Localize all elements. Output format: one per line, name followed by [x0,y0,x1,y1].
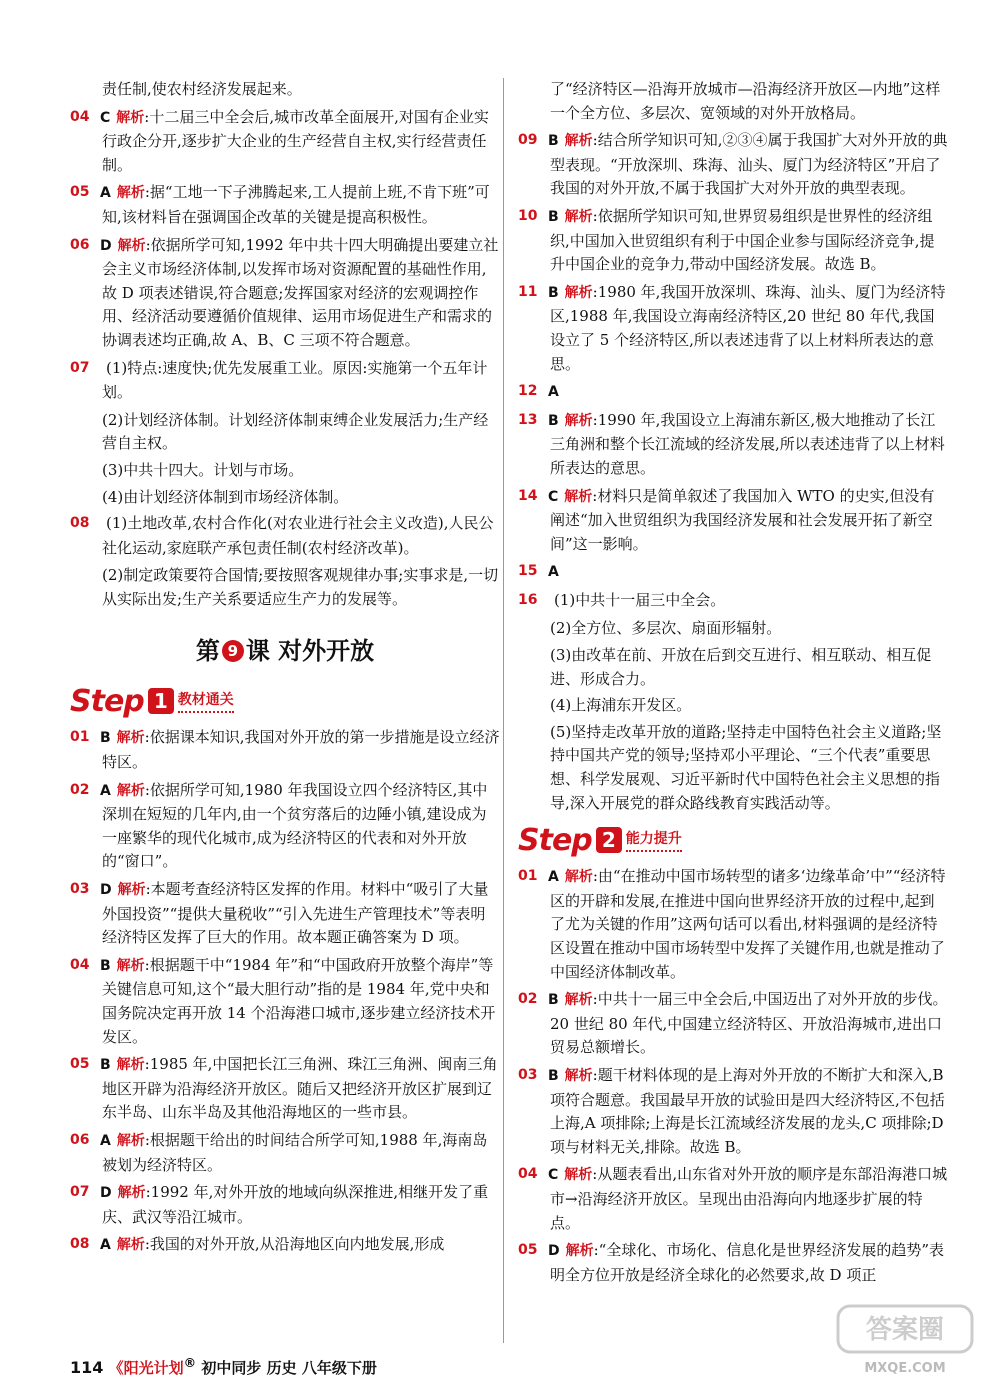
answer-letter: B [548,133,559,150]
answer-letter: A [100,782,111,799]
answer-letter: B [100,730,111,747]
question-number: 09 [518,132,538,149]
answer-item [70,512,500,560]
answer-letter: B [100,957,111,974]
analysis-label: 解析 [564,869,593,886]
question-number: 01 [518,868,538,885]
answer-letter: B [548,412,559,429]
question-number: 02 [70,781,90,798]
answer-text: :根据题干给出的时间结合所学可知,1988 年,海南岛被划为经济特区。 [102,1130,488,1174]
answer-item [518,1163,948,1235]
question-number: 03 [518,1066,538,1083]
footer-book-title: 初中同步 历史 八年级下册 [201,1359,377,1377]
answer-letter: B [548,284,559,301]
analysis-label: 解析 [116,1237,145,1254]
answer-item [518,380,948,405]
question-number: 12 [518,383,538,400]
analysis-label: 解析 [116,957,145,974]
answer-letter: C [548,488,559,505]
answer-letter: C [548,1167,559,1184]
question-number: 05 [70,1056,90,1073]
analysis-label: 解析 [116,782,145,799]
answer-text: :据“工地一下子沸腾起来,工人提前上班,不肯下班”可知,该材料旨在强调国企改革的关键是提高积极性。 [102,183,490,226]
answer-item [518,865,948,984]
column-divider [503,78,504,1343]
answer-letter: B [548,1067,559,1084]
answer-text: :由“在推动中国市场转型的诸多‘边缘革命’中”“经济特区的开辟和发展,在推进中国向世界经济开放的过程中,起到了尤为关键的作用”这两句话可以看出,材料强调的是经济特区设置在推动中国市场转型中发挥了关键作用,也就是推动了中国经济体制改革。 [550,867,946,981]
answer-text: :中共十一届三中全会后,中国迈出了对外开放的步伐。20 世纪 80 年代,中国建立经济特区、开放沿海城市,进出口贸易总额增长。 [550,990,948,1057]
answer-text: :依据课本知识,我国对外开放的第一步措施是设立经济特区。 [102,728,500,772]
answer-letter: A [100,185,111,202]
answer-item [518,129,948,201]
answer-letter: D [100,1185,112,1202]
continued-text: 责任制,使农村经济发展起来。 [102,80,302,98]
answer-item [70,779,500,874]
question-number: 03 [70,881,90,898]
answer-text: :依据所学可知,1992 年中共十四大明确提出要建立社会主义市场经济体制,以发挥市场对资源配置的基础性作用,故 D 项表述错误,符合题意;发挥国家对经济的宏观调控作用、经济活动要遵循价值规律、运用市场促进生产和需求的协调表述均正确,故 A、B、C 三项不符合题意。 [102,235,499,349]
analysis-label: 解析 [564,284,593,301]
step-header [70,684,500,718]
answer-letter: A [548,869,559,886]
right-column [518,78,948,1291]
answer-item [70,357,500,405]
analysis-label: 解析 [565,1243,594,1260]
answer-text: :题干材料体现的是上海对外开放的不断扩大和深入,B 项符合题意。我国最早开放的试验田是四大经济特区,不包括上海,A 项排除;上海是长江流域经济发展的龙头,C 项排除;D 项与材料无关,排除。故选 B。 [550,1065,945,1156]
sub-answer: (2)全方位、多层次、扇面形辐射。 [550,619,782,638]
watermark-logo [830,1300,980,1380]
answer-text: (1)中共十一届三中全会。 [554,590,726,609]
left-column [70,78,500,1262]
answer-text: :1985 年,中国把长江三角洲、珠江三角洲、闽南三角地区开辟为沿海经济开放区。随后又把经济开放区扩展到辽东半岛、山东半岛及其他沿海地区的一些市县。 [102,1055,498,1122]
answer-item [70,878,500,950]
watermark-title: 答案圈 [865,1315,945,1345]
analysis-label: 解析 [117,1185,146,1202]
question-number: 16 [518,591,538,608]
answer-item [518,1239,948,1287]
footer-brand: 阳光计划 [123,1359,184,1377]
question-number: 08 [70,1236,90,1253]
sub-answer: (4)上海浦东开发区。 [550,696,692,715]
sub-answer: (3)由改革在前、开放在后到交互进行、相互联动、相互促进、形成合力。 [550,646,932,688]
step-header [518,823,948,857]
question-number: 04 [70,108,90,125]
question-number: 05 [70,184,90,201]
question-number: 02 [518,991,538,1008]
question-number: 11 [518,283,538,300]
answer-item [70,726,500,774]
answer-text: :结合所学知识可知,②③④属于我国扩大对外开放的典型表现。“开放深圳、珠海、汕头、厦门为经济特区”开启了我国的对外开放,不属于我国扩大对外开放的典型表现。 [550,131,948,198]
answer-letter: B [548,208,559,225]
answer-text: :1992 年,对外开放的地域向纵深推进,相继开发了重庆、武汉等沿江城市。 [102,1183,489,1226]
answer-text: :依据所学知识可知,世界贸易组织是世界性的经济组织,中国加入世贸组织有利于中国企业参与国际经济竞争,提升中国企业的竞争力,带动中国经济发展。故选 B。 [550,206,935,274]
answer-text: :1990 年,我国设立上海浦东新区,极大地推动了长江三角洲和整个长江流域的经济发展,所以表述违背了以上材料所表达的意思。 [550,410,945,477]
question-number: 07 [70,1184,90,1201]
footer-registered-mark: ® [183,1355,197,1370]
question-number: 10 [518,207,538,224]
answer-item [518,409,948,481]
answer-letter: D [548,1243,560,1260]
answer-text: :本题考查经济特区发挥的作用。材料中“吸引了大量外国投资”“提供大量税收”“引入先进生产管理技术”等表明经济特区发挥了巨大的作用。故本题正确答案为 D 项。 [102,880,489,947]
lesson-number-badge: 9 [222,640,244,662]
answer-text: :从题表看出,山东省对外开放的顺序是东部沿海港口城市→沿海经济开放区。呈现出由沿海向内地逐步扩展的特点。 [550,1165,948,1232]
answer-text: :我国的对外开放,从沿海地区向内地发展,形成 [144,1235,445,1254]
lesson-heading [70,631,500,666]
analysis-label: 解析 [116,185,145,202]
sub-answer: (4)由计划经济体制到市场经济体制。 [102,487,349,506]
question-number: 06 [70,1131,90,1148]
question-number: 08 [70,515,90,532]
analysis-label: 解析 [564,1067,593,1084]
answer-letter: C [100,109,111,126]
lesson-prefix: 第 [195,637,220,666]
answer-text: :依据所学可知,1980 年我国设立四个经济特区,其中深圳在短短的几年内,由一个贫穷落后的边陲小镇,建设成为一座繁华的现代化城市,成为经济特区的代表和对外开放的“窗口”。 [102,780,488,871]
answer-item [518,205,948,277]
analysis-label: 解析 [564,208,593,225]
answer-letter: A [548,384,559,401]
answer-item [518,485,948,557]
analysis-label: 解析 [564,992,593,1009]
analysis-label: 解析 [564,133,593,150]
answer-item [70,234,500,353]
answer-letter: D [100,882,112,899]
answer-item [70,1181,500,1229]
analysis-label: 解析 [116,730,145,747]
answer-item [518,589,948,614]
answer-text: :根据题干中“1984 年”和“中国政府开放整个海岸”等关键信息可知,这个“最大胆行动”指的是 1984 年,党中央和国务院决定再开放 14 个沿海港口城市,逐步建立经济技术开发区。 [102,955,496,1046]
analysis-label: 解析 [117,882,146,899]
answer-text: (1)土地改革,农村合作化(对农业进行社会主义改造),人民公社化运动,家庭联产承包责任制(农村经济改革)。 [102,514,494,557]
answer-item [70,954,500,1049]
step-number-badge: 2 [596,827,622,853]
sub-answer: (3)中共十四大。计划与市场。 [102,460,304,479]
analysis-label: 解析 [116,1057,145,1074]
lesson-title: 课 对外开放 [245,637,375,666]
step-word: Step [70,683,144,719]
step-title: 教材通关 [178,689,234,713]
answer-text: (1)特点:速度快;优先发展重工业。原因:实施第一个五年计划。 [102,358,488,402]
question-number: 04 [518,1166,538,1183]
page-footer [70,1355,377,1378]
question-number: 06 [70,236,90,253]
answer-item [70,1129,500,1177]
sub-answer: (2)计划经济体制。计划经济体制束缚企业发展活力;生产经营自主权。 [102,410,489,453]
answer-text: :“全球化、市场化、信息化是世界经济发展的趋势”表明全方位开放是经济全球化的必然要求,故 D 项正 [550,1241,945,1284]
answer-letter: A [100,1237,111,1254]
question-number: 13 [518,411,538,428]
analysis-label: 解析 [564,412,593,429]
watermark-url: MXQE.COM [864,1361,946,1376]
analysis-label: 解析 [117,237,146,254]
footer-chevrons: 《 [108,1359,124,1377]
question-number: 05 [518,1242,538,1259]
answer-letter: A [100,1132,111,1149]
question-number: 15 [518,563,538,580]
answer-item [518,1064,948,1159]
answer-item [70,1053,500,1125]
answer-letter: A [548,564,559,581]
answer-item [518,281,948,376]
continued-text: 了“经济特区—沿海开放城市—沿海经济开放区—内地”这样一个全方位、多层次、宽领域的对外开放格局。 [550,80,941,122]
sub-answer: (5)坚持走改革开放的道路;坚持走中国特色社会主义道路;坚持中国共产党的领导;坚持邓小平理论、“三个代表”重要思想、科学发展观、习近平新时代中国特色社会主义思想的指导,深入开展党的群众路线教育实践活动等。 [550,722,942,812]
answer-item [518,988,948,1060]
answer-letter: D [100,237,112,254]
answer-item [518,560,948,585]
answer-text: :十二届三中全会后,城市改革全面展开,对国有企业实行政企分开,逐步扩大企业的生产经营自主权,实行经营责任制。 [102,107,489,174]
question-number: 04 [70,956,90,973]
step-word: Step [518,822,592,858]
analysis-label: 解析 [116,109,145,126]
answer-item [70,106,500,178]
answer-text: :材料只是简单叙述了我国加入 WTO 的史实,但没有阐述“加入世贸组织为我国经济发展和社会发展开拓了新空间”这一影响。 [550,486,935,553]
question-number: 01 [70,729,90,746]
step-number-badge: 1 [148,688,174,714]
analysis-label: 解析 [116,1132,145,1149]
answer-item [70,1233,500,1258]
answer-letter: B [100,1057,111,1074]
analysis-label: 解析 [564,1167,593,1184]
question-number: 14 [518,487,538,504]
answer-item [70,181,500,229]
sub-answer: (2)制定政策要符合国情;要按照客观规律办事;实事求是,一切从实际出发;生产关系要适应生产力的发展等。 [102,566,499,608]
question-number: 07 [70,359,90,376]
analysis-label: 解析 [564,488,593,505]
step-title: 能力提升 [626,828,682,852]
answer-letter: B [548,992,559,1009]
page-number: 114 [70,1358,104,1377]
answer-text: :1980 年,我国开放深圳、珠海、汕头、厦门为经济特区,1988 年,我国设立海南经济特区,20 世纪 80 年代,我国设立了 5 个经济特区,所以表述违背了以上材料所表达的意思。 [550,282,946,373]
